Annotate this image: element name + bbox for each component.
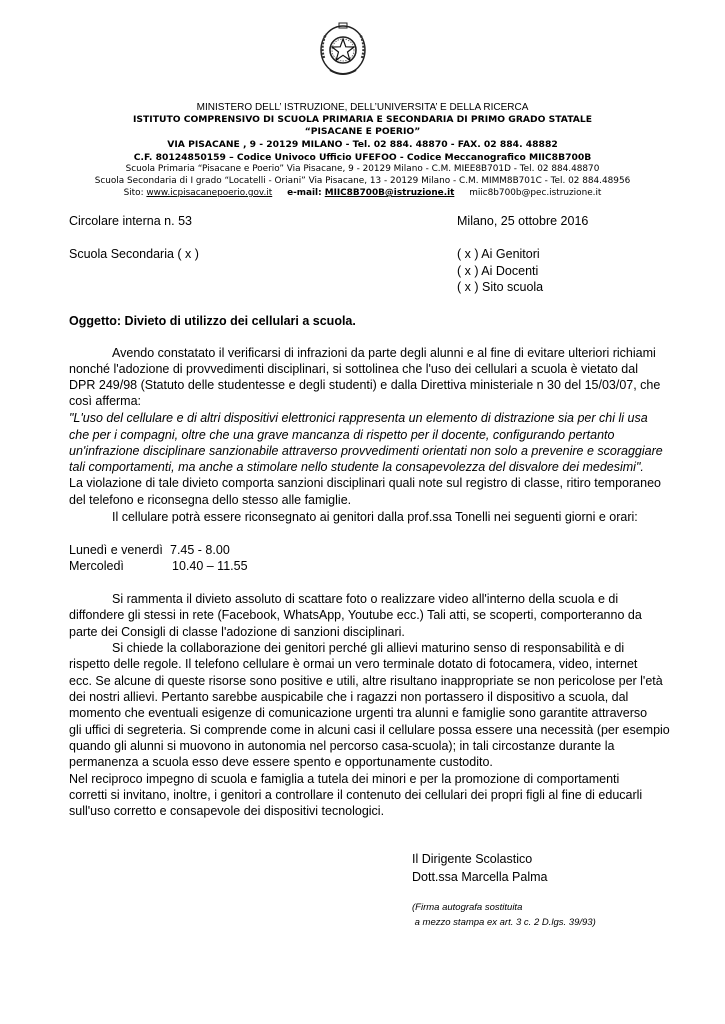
ministry-line: MINISTERO DELL’ ISTRUZIONE, DELL’UNIVERSITA’ E DELLA RICERCA [196, 102, 529, 113]
site-link[interactable]: www.icpisacanepoerio.gov.it [146, 188, 273, 198]
signature-note: (Firma autografa sostituita [412, 902, 523, 913]
recipient-website: ( x ) Sito scuola [457, 280, 544, 294]
schedule-time: 7.45 - 8.00 [170, 543, 230, 557]
paragraph-line: Il cellulare potrà essere riconsegnato ai genitori dalla prof.ssa Tonelli nei seguenti giorni e orari: [112, 510, 638, 524]
republic-emblem-icon [318, 20, 368, 78]
schedule-day: Mercoledì [69, 559, 124, 573]
paragraph-line: sull'uso corretto e consapevole dei dispositivi tecnologici. [69, 804, 385, 818]
schedule-time: 10.40 – 11.55 [172, 559, 248, 573]
paragraph-line: diffondere gli stessi in rete (Facebook, WhatsApp, Youtube ecc.) Tali atti, se scoperti, comporteranno da [69, 608, 642, 622]
signature-role: Il Dirigente Scolastico [412, 852, 533, 866]
recipient-parents: ( x ) Ai Genitori [457, 247, 540, 261]
paragraph-line: corretti si invitano, inoltre, i genitori a controllare il contenuto dei cellulari dei propri figli al fine di educarli [69, 788, 643, 802]
quote-line: un'infrazione disciplinare sanzionabile attraverso provvedimenti orientati non solo a prevenire e scoraggiare [69, 444, 663, 458]
codes-line: C.F. 80124850159 – Codice Univoco Ufficio UFEFOO - Codice Meccanografico MIIC8B700B [133, 152, 592, 163]
signature-note: a mezzo stampa ex art. 3 c. 2 D.lgs. 39/93) [412, 917, 596, 928]
paragraph-line: dei nostri allievi. Pertanto sarebbe auspicabile che i ragazzi non portassero il dispositivo a scuola, dal [69, 690, 629, 704]
subject-line: Oggetto: Divieto di utilizzo dei cellulari a scuola. [69, 314, 356, 328]
paragraph-line: ecc. Se alcune di queste risorse sono positive e utili, altre risultano inappropriate se non pericolose per l'età [69, 674, 663, 688]
paragraph-line: gli uffici di segreteria. Si comprende come in alcuni casi il cellulare possa essere una necessità (per esempio [69, 723, 670, 737]
school-type: Scuola Secondaria ( x ) [69, 247, 199, 261]
institute-line: ISTITUTO COMPRENSIVO DI SCUOLA PRIMARIA E SECONDARIA DI PRIMO GRADO STATALE [133, 114, 592, 125]
site-label: Sito: [123, 188, 147, 198]
address-line: VIA PISACANE , 9 - 20129 MILANO - Tel. 02 884. 48870 - FAX. 02 884. 48882 [167, 139, 558, 150]
paragraph-line: nonché l'adozione di provvedimenti disciplinari, si sottolinea che l'uso dei cellulari a scuola è vietato dal [69, 362, 638, 376]
paragraph-line: rispetto delle regole. Il telefono cellulare è ormai un vero terminale dotato di fotocamera, video, internet [69, 657, 638, 671]
paragraph-line: permanenza a scuola esso deve essere spento e opportunamente custodito. [69, 755, 493, 769]
schedule-day: Lunedì e venerdì [69, 543, 163, 557]
paragraph-line: Avendo constatato il verificarsi di infrazioni da parte degli alunni e al fine di evitare ulteriori richiami [112, 346, 656, 360]
recipient-teachers: ( x ) Ai Docenti [457, 264, 539, 278]
circolare-number: Circolare interna n. 53 [69, 214, 192, 228]
paragraph-line: del telefono e riconsegna dello stesso alle famiglie. [69, 493, 352, 507]
paragraph-line: momento che eventuali esigenze di comunicazione urgenti tra alunni e famiglie sono garantite attraverso [69, 706, 648, 720]
quote-line: "L'uso del cellulare e di altri dispositivi elettronici rappresenta un elemento di distrazione sia per chi li usa [69, 411, 648, 425]
paragraph-line: Si chiede la collaborazione dei genitori perché gli allievi maturino senso di responsabilità e di [112, 641, 625, 655]
pec-link[interactable]: miic8b700b@pec.istruzione.it [469, 188, 602, 198]
signature-name: Dott.ssa Marcella Palma [412, 870, 548, 884]
email-link[interactable]: MIIC8B700B@istruzione.it [324, 188, 455, 198]
paragraph-line: quando gli alunni si muovono in autonomia nel percorso casa-scuola); in tali circostanze durante la [69, 739, 615, 753]
place-date: Milano, 25 ottobre 2016 [457, 214, 589, 228]
paragraph-line: parte dei Consigli di classe l'adozione di sanzioni disciplinari. [69, 625, 405, 639]
secondary-school-line: Scuola Secondaria di I grado “Locatelli - Oriani” Via Pisacane, 13 - 20129 Milano - C.M. MIMM8B701C - Tel. 02 884.48956 [94, 176, 631, 186]
contacts-line [0, 188, 725, 198]
paragraph-line: Si rammenta il divieto assoluto di scattare foto o realizzare video all'interno della scuola e di [112, 592, 619, 606]
institute-name: “PISACANE E POERIO” [304, 126, 421, 137]
paragraph-line: DPR 249/98 (Statuto delle studentesse e degli studenti) e dalla Direttiva ministeriale n 30 del 15/03/07, che [69, 378, 661, 392]
paragraph-line: Nel reciproco impegno di scuola e famiglia a tutela dei minori e per la promozione di comportamenti [69, 772, 620, 786]
paragraph-line: così afferma: [69, 394, 142, 408]
paragraph-line: La violazione di tale divieto comporta sanzioni disciplinari quali note sul registro di classe, ritiro temporaneo [69, 476, 661, 490]
email-label: e-mail: [287, 188, 325, 198]
quote-line: tali comportamenti, ma anche a stimolare nello studente la consapevolezza del disvalore dei medesimi". [69, 460, 644, 474]
primary-school-line: Scuola Primaria “Pisacane e Poerio” Via Pisacane, 9 - 20129 Milano - C.M. MIEE8B701D - Tel. 02 884.48870 [125, 164, 600, 174]
quote-line: che per i compagni, oltre che una grave mancanza di rispetto per il docente, configurando pertanto [69, 428, 615, 442]
